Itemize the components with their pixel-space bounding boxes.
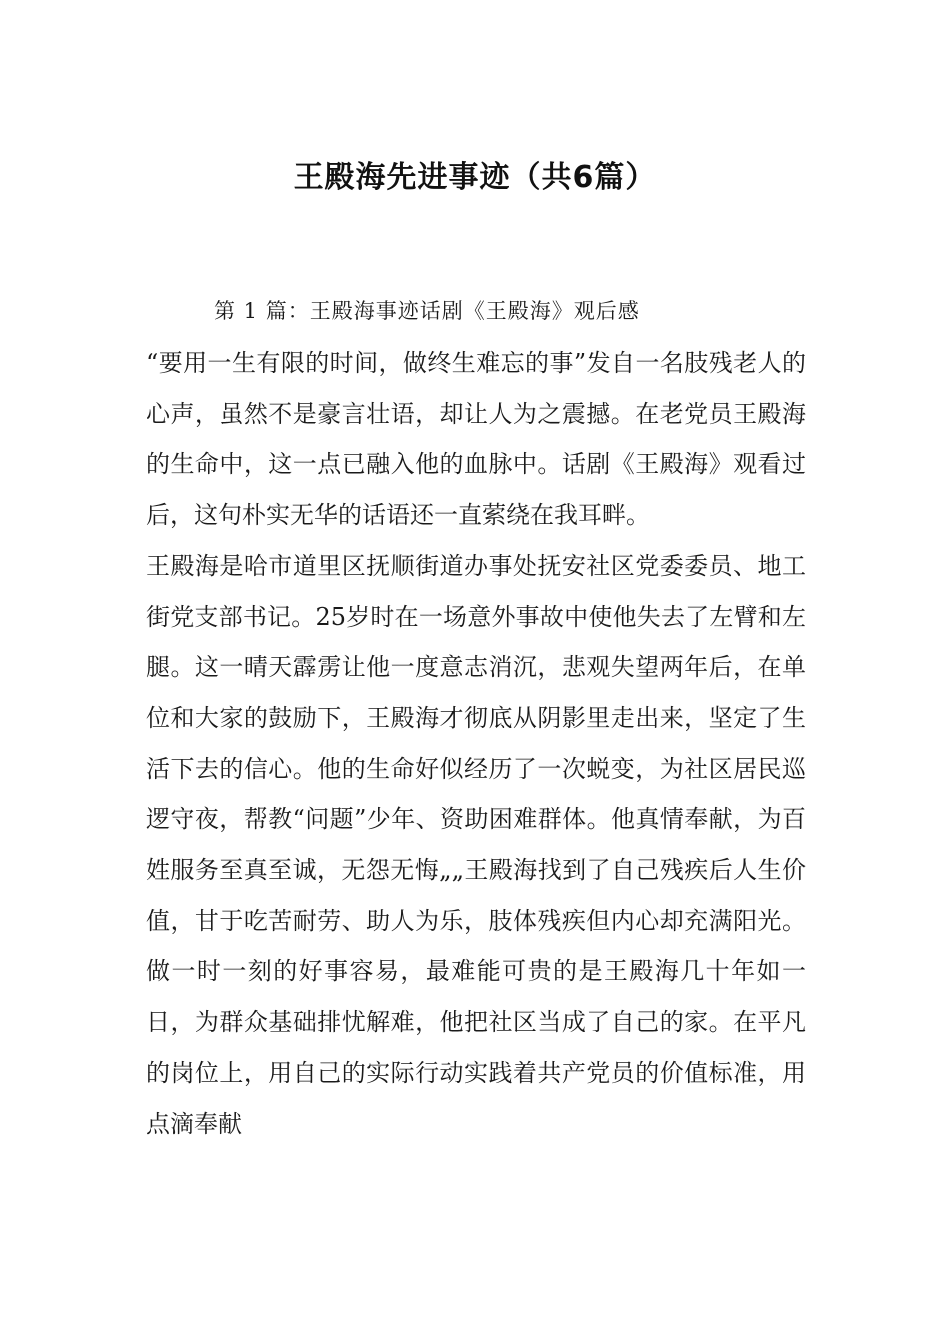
paragraph: “要用一生有限的时间，做终生难忘的事”发自一名肢残老人的心声，虽然不是豪言壮语，却让人为之震撼。在老党员王殿海的生命中，这一点已融入他的血脉中。话剧《王殿海》观看过后，这句朴实无华的话语还一直萦绕在我耳畔。 (146, 349, 806, 530)
paragraph: 王殿海是哈市道里区抚顺街道办事处抚安社区党委委员、地工街党支部书记。25岁时在一场意外事故中使他失去了左臂和左腿。这一晴天霹雳让他一度意志消沉，悲观失望两年后，在单位和大家的鼓励下，王殿海才彻底从阴影里走出来，坚定了生活下去的信心。他的生命好似经历了一次蜕变，为社区居民巡逻守夜，帮教“问题”少年、资助困难群体。他真情奉献，为百姓服务至真至诚，无怨无悔„„王殿海找到了自己残疾后人生价值，甘于吃苦耐劳、助人为乐，肢体残疾但内心却充满阳光。做一时一刻的好事容易，最难能可贵的是王殿海几十年如一日，为群众基础排忧解难，他把社区当成了自己的家。在平凡的岗位上，用自己的实际行动实践着共产党员的价值标准，用点滴奉献 (146, 551, 806, 1138)
section-heading: 第 1 篇：王殿海事迹话剧《王殿海》观后感 (214, 299, 640, 323)
document-body (146, 338, 806, 1149)
document-title: 王殿海先进事迹（共6篇） (293, 160, 657, 195)
